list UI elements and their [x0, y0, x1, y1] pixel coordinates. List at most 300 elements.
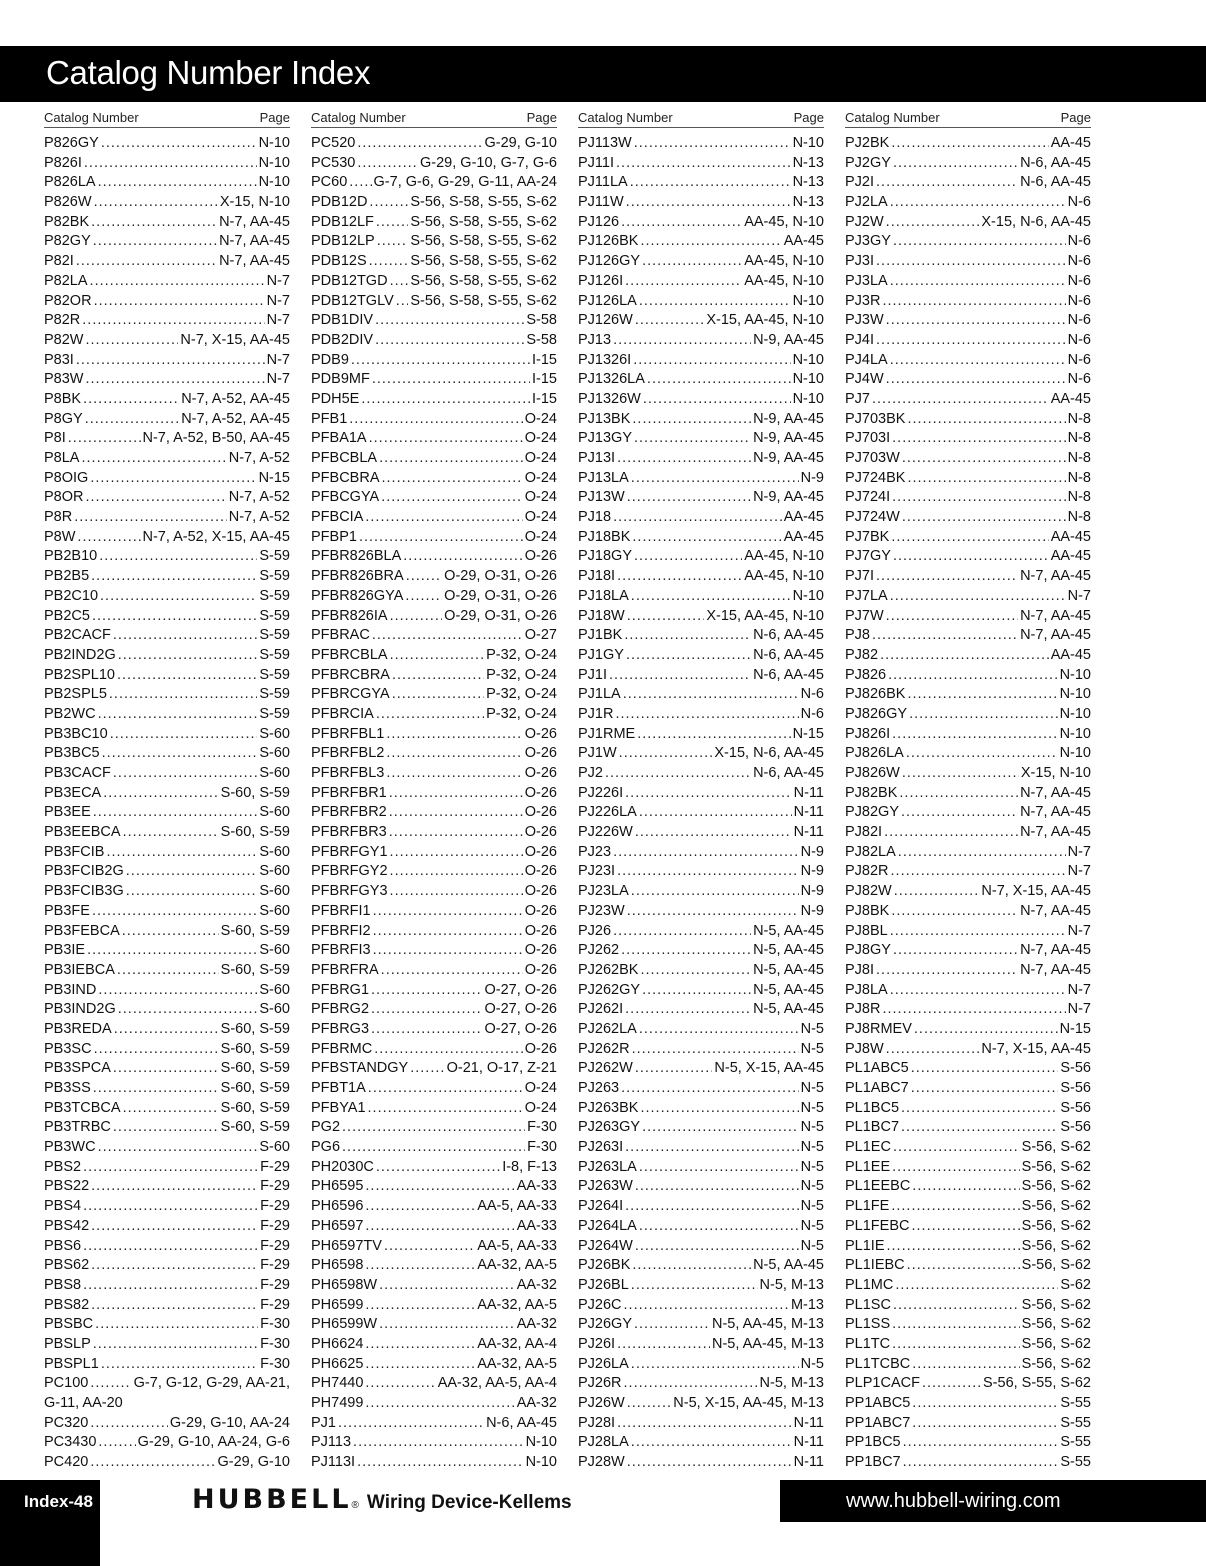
- catalog-number: PFBCBRA: [311, 469, 380, 486]
- catalog-number: PH6599W: [311, 1316, 378, 1333]
- page-reference: N-5: [800, 1040, 824, 1057]
- catalog-number: PB2B10: [44, 548, 98, 565]
- index-entry: [311, 1237, 557, 1257]
- catalog-number: PJ724I: [845, 489, 891, 506]
- index-entry: [311, 961, 557, 981]
- index-entry: [845, 528, 1091, 548]
- page-reference: N-7, A-52, X-15, AA-45: [142, 528, 290, 545]
- catalog-number: PDB12TGLV: [311, 292, 394, 309]
- catalog-number: PFBRCBRA: [311, 666, 390, 683]
- dot-leader: [627, 1453, 792, 1473]
- index-entry: [44, 1296, 290, 1316]
- catalog-number: P8W: [44, 528, 76, 545]
- page-reference: F-29: [260, 1276, 290, 1293]
- index-entry: [845, 154, 1091, 174]
- page-reference: N-5, AA-45: [753, 961, 824, 978]
- dot-leader: [890, 193, 1066, 213]
- dot-leader: [922, 1374, 981, 1394]
- index-entry: [845, 1414, 1091, 1434]
- catalog-number: PG2: [311, 1119, 341, 1136]
- page-reference: X-15, AA-45, N-10: [706, 607, 824, 624]
- index-entry: [311, 429, 557, 449]
- catalog-number: PB2C5: [44, 607, 90, 624]
- index-entry: [44, 469, 290, 489]
- dot-leader: [892, 429, 1065, 449]
- dot-leader: [349, 410, 522, 430]
- dot-leader: [903, 1453, 1059, 1473]
- page-reference: S-60: [259, 883, 290, 900]
- catalog-number: PL1EE: [845, 1158, 891, 1175]
- dot-leader: [627, 1394, 672, 1414]
- page-reference: F-30: [260, 1355, 290, 1372]
- brand-logo: [192, 1484, 572, 1524]
- index-entry: [578, 784, 824, 804]
- page-reference: AA-32, AA-5: [477, 1355, 557, 1372]
- catalog-number: PJ703I: [845, 430, 891, 447]
- catalog-number: P82LA: [44, 272, 88, 289]
- index-entry: [578, 725, 824, 745]
- catalog-number: PJ28LA: [578, 1434, 629, 1451]
- catalog-number: PFBRAC: [311, 627, 370, 644]
- page-reference: N-5: [800, 1158, 824, 1175]
- dot-leader: [893, 232, 1066, 252]
- index-entry: [845, 370, 1091, 390]
- page-reference: S-60, S-59: [220, 824, 290, 841]
- page-reference: G-29, G-10, G-7, G-6: [420, 154, 557, 171]
- dot-leader: [382, 469, 523, 489]
- dot-leader: [83, 1237, 258, 1257]
- page-reference: AA-45, N-10: [744, 253, 824, 270]
- index-entry: [44, 390, 290, 410]
- dot-leader: [627, 607, 705, 627]
- index-entry: [578, 1059, 824, 1079]
- page-reference: N-9, AA-45: [753, 450, 824, 466]
- index-entry: [311, 1453, 557, 1473]
- catalog-number: PFBRFGY2: [311, 863, 388, 880]
- page-reference: S-59: [259, 705, 290, 722]
- page-reference: X-15, N-10: [219, 194, 290, 211]
- catalog-number: PJ3W: [845, 312, 884, 329]
- page-reference: N-5, X-15, AA-45: [714, 1060, 824, 1077]
- index-entry: [578, 882, 824, 902]
- index-entry: [845, 862, 1091, 882]
- page-reference: N-6, AA-45: [753, 666, 824, 683]
- page-reference: N-7: [266, 272, 290, 289]
- page-reference: N-5, AA-45: [753, 942, 824, 959]
- dot-leader: [94, 1040, 219, 1060]
- column-header: [578, 108, 824, 128]
- catalog-number: P826LA: [44, 174, 96, 191]
- index-entry: [44, 1276, 290, 1296]
- catalog-number: PJ3GY: [845, 233, 891, 250]
- index-entry: [845, 292, 1091, 312]
- page-reference: N-8: [1067, 489, 1091, 506]
- dot-leader: [893, 1138, 1020, 1158]
- page-footer: [0, 1480, 1206, 1566]
- dot-leader: [76, 351, 265, 371]
- index-entry: [578, 1256, 824, 1276]
- page-reference: S-55: [1060, 1414, 1091, 1431]
- page-reference: O-26: [524, 1040, 557, 1057]
- index-entry: [311, 941, 557, 961]
- index-entry: [578, 488, 824, 508]
- dot-leader: [342, 1118, 525, 1138]
- dot-leader: [898, 843, 1066, 863]
- dot-leader: [90, 1453, 215, 1473]
- page-reference: N-5: [800, 1217, 824, 1234]
- page-reference: F-30: [527, 1119, 557, 1136]
- catalog-number: PJ11W: [578, 194, 624, 211]
- dot-leader: [98, 1433, 135, 1453]
- catalog-number: PFBR826BLA: [311, 548, 402, 565]
- index-entry: [845, 1374, 1091, 1394]
- index-entry: [845, 547, 1091, 567]
- dot-leader: [390, 607, 443, 627]
- page-reference: N-7: [1067, 981, 1091, 998]
- index-entry: [845, 1079, 1091, 1099]
- catalog-number: P8R: [44, 509, 73, 526]
- index-entry: [44, 370, 290, 390]
- page-reference: S-60, S-59: [220, 1040, 290, 1057]
- dot-leader: [909, 705, 1057, 725]
- catalog-number: P8GY: [44, 410, 83, 427]
- catalog-number: PJ113I: [311, 1454, 356, 1471]
- catalog-number: PH6597TV: [311, 1237, 382, 1254]
- page-reference: S-56, S-58, S-55, S-62: [410, 292, 557, 309]
- dot-leader: [342, 1138, 525, 1158]
- dot-leader: [892, 488, 1065, 508]
- index-entry: [845, 1394, 1091, 1414]
- catalog-number: PJ3I: [845, 253, 875, 270]
- dot-leader: [632, 410, 751, 430]
- index-entry: [311, 272, 557, 292]
- index-entry: [44, 764, 290, 784]
- dot-leader: [914, 1020, 1058, 1040]
- dot-leader: [876, 173, 1018, 193]
- dot-leader: [907, 685, 1057, 705]
- page-reference: N-10: [258, 154, 290, 171]
- page-reference: S-56, S-62: [1021, 1178, 1091, 1195]
- catalog-number: PB3TRBC: [44, 1119, 111, 1136]
- dot-leader: [893, 1296, 1020, 1316]
- index-entry: [578, 1355, 824, 1375]
- index-entry: [44, 1315, 290, 1335]
- index-entry: [311, 252, 557, 272]
- dot-leader: [888, 666, 1057, 686]
- dot-leader: [386, 725, 522, 745]
- dot-leader: [86, 488, 227, 508]
- dot-leader: [91, 1296, 258, 1316]
- catalog-number: PJ18W: [578, 607, 625, 624]
- column-header-catalog-number: Catalog Number: [44, 110, 139, 125]
- index-entry: [44, 272, 290, 292]
- catalog-number: P82I: [44, 253, 74, 270]
- index-entry: [311, 685, 557, 705]
- dot-leader: [886, 213, 980, 233]
- page-reference: N-6, AA-45: [1020, 154, 1091, 171]
- catalog-number: PDH5E: [311, 390, 360, 407]
- catalog-number: PJ26BK: [578, 1257, 631, 1274]
- dot-leader: [90, 1414, 168, 1434]
- page-reference: N-5, AA-45: [753, 1257, 824, 1274]
- index-entry: [845, 1020, 1091, 1040]
- dot-leader: [384, 1237, 475, 1257]
- index-entry: [44, 784, 290, 804]
- dot-leader: [77, 528, 140, 548]
- dot-leader: [91, 213, 217, 233]
- index-entry: [845, 784, 1091, 804]
- dot-leader: [617, 862, 799, 882]
- page-reference: S-60, S-59: [220, 961, 290, 978]
- column-header: [44, 108, 290, 128]
- index-entry: [578, 193, 824, 213]
- column-header-catalog-number: Catalog Number: [845, 110, 940, 125]
- catalog-number: PJ7GY: [845, 548, 891, 565]
- catalog-number: PDB9: [311, 351, 349, 368]
- catalog-number: PJ126I: [578, 272, 624, 289]
- catalog-number: PC320: [44, 1414, 89, 1431]
- dot-leader: [109, 685, 257, 705]
- index-entry: [845, 1335, 1091, 1355]
- dot-leader: [613, 508, 782, 528]
- page-reference: F-30: [527, 1139, 557, 1156]
- dot-leader: [368, 1079, 523, 1099]
- dot-leader: [617, 1335, 710, 1355]
- index-entry: [845, 429, 1091, 449]
- index-list: [845, 134, 1091, 1473]
- catalog-number: PL1EEBC: [845, 1178, 911, 1195]
- page-reference: O-27, O-26: [484, 1020, 557, 1037]
- dot-leader: [613, 922, 751, 942]
- page-reference: O-26: [524, 725, 557, 742]
- page-reference: N-6, AA-45: [1020, 174, 1091, 191]
- index-entry: [578, 154, 824, 174]
- page-reference: N-15: [258, 469, 290, 486]
- catalog-number: PH6598W: [311, 1276, 378, 1293]
- catalog-number: P82W: [44, 331, 84, 348]
- catalog-number: PFBRG1: [311, 981, 370, 998]
- catalog-number: PFBRCIA: [311, 705, 374, 722]
- page-reference: O-24: [524, 410, 557, 427]
- page-reference: AA-45: [1050, 548, 1091, 565]
- page-reference: S-56, S-62: [1021, 1355, 1091, 1372]
- index-entry: [578, 902, 824, 922]
- dot-leader: [353, 1433, 524, 1453]
- dot-leader: [93, 1335, 258, 1355]
- index-entry: [311, 587, 557, 607]
- page-reference: N-10: [792, 371, 824, 388]
- dot-leader: [640, 1099, 798, 1119]
- dot-leader: [410, 1059, 444, 1079]
- page-reference: N-7, AA-45: [1020, 607, 1091, 624]
- page-reference: S-55: [1060, 1395, 1091, 1411]
- page-reference: O-26: [524, 902, 557, 919]
- page-reference: I-15: [532, 351, 557, 368]
- dot-leader: [631, 882, 799, 902]
- dot-leader: [365, 508, 522, 528]
- page-reference: G-29, G-10, AA-24, G-6: [137, 1434, 290, 1451]
- dot-leader: [93, 803, 258, 823]
- page-reference: S-60: [259, 902, 290, 919]
- catalog-number: PJ13GY: [578, 430, 632, 447]
- page-reference: S-60: [259, 725, 290, 742]
- index-entry: [578, 351, 824, 371]
- page-reference: N-7, AA-45: [219, 233, 290, 250]
- index-entry: [311, 1118, 557, 1138]
- catalog-number: PLP1CACF: [845, 1375, 920, 1392]
- catalog-number: PBSBC: [44, 1316, 94, 1333]
- page-reference: S-56, S-62: [1021, 1139, 1091, 1156]
- dot-leader: [357, 154, 418, 174]
- page-reference: N-7, A-52, B-50, AA-45: [142, 430, 290, 447]
- page-reference: N-6: [1067, 351, 1091, 368]
- page-reference: N-9: [800, 469, 824, 486]
- dot-leader: [338, 1414, 484, 1434]
- index-entry: [845, 173, 1091, 193]
- index-entry: [311, 547, 557, 567]
- dot-leader: [623, 685, 799, 705]
- catalog-number: PFBP1: [311, 528, 357, 545]
- dot-leader: [101, 1355, 258, 1375]
- column-header-page: Page: [259, 110, 290, 125]
- index-entry: [578, 941, 824, 961]
- index-entry: [311, 410, 557, 430]
- dot-leader: [379, 449, 523, 469]
- catalog-number: PJ1326LA: [578, 371, 645, 388]
- catalog-number: PJ23: [578, 843, 612, 860]
- dot-leader: [118, 1000, 258, 1020]
- catalog-number: PL1IEBC: [845, 1257, 905, 1274]
- page-reference: O-24: [524, 450, 557, 466]
- dot-leader: [631, 1355, 799, 1375]
- index-entry: [578, 1099, 824, 1119]
- page-reference: N-5, M-13: [759, 1276, 824, 1293]
- page-reference: N-6: [1067, 292, 1091, 309]
- catalog-number: PJ8RMEV: [845, 1020, 912, 1037]
- catalog-number: PJ7I: [845, 568, 875, 585]
- catalog-number: PB3SS: [44, 1080, 91, 1096]
- index-entry: [578, 1079, 824, 1099]
- page-reference: AA-45: [1050, 528, 1091, 545]
- dot-leader: [912, 1355, 1019, 1375]
- index-list: [311, 134, 557, 1473]
- page-reference: N-7, AA-45: [1020, 961, 1091, 978]
- page-reference: N-10: [258, 135, 290, 151]
- dot-leader: [90, 469, 256, 489]
- catalog-number: P8I: [44, 430, 66, 447]
- catalog-number: PJ826GY: [845, 705, 908, 722]
- dot-leader: [631, 1433, 792, 1453]
- dot-leader: [627, 488, 751, 508]
- index-entry: [44, 213, 290, 233]
- catalog-number: PJ262BK: [578, 961, 639, 978]
- page-reference: N-10: [1059, 705, 1091, 722]
- page-reference: N-10: [792, 292, 824, 309]
- catalog-number: PFBRFI2: [311, 922, 371, 939]
- page-reference: N-9, AA-45: [753, 410, 824, 427]
- page-title: Catalog Number Index: [46, 54, 371, 91]
- catalog-number: PJ28W: [578, 1454, 625, 1471]
- catalog-number: PB2SPL10: [44, 666, 115, 683]
- catalog-number: PJ264LA: [578, 1217, 637, 1234]
- catalog-number: PC100: [44, 1375, 89, 1392]
- index-entry: [44, 1079, 290, 1099]
- index-entry: [845, 922, 1091, 942]
- index-entry: [311, 784, 557, 804]
- dot-leader: [365, 1374, 435, 1394]
- dot-leader: [371, 1000, 482, 1020]
- index-entry: [578, 469, 824, 489]
- index-entry: [44, 882, 290, 902]
- page-reference: N-6: [1067, 233, 1091, 250]
- dot-leader: [126, 882, 258, 902]
- page-reference: N-7, AA-45: [1020, 568, 1091, 585]
- index-entry: [311, 331, 557, 351]
- index-entry: [578, 449, 824, 469]
- dot-leader: [616, 154, 791, 174]
- page-reference: N-7, AA-45: [1020, 824, 1091, 841]
- page-reference: N-11: [793, 1414, 824, 1431]
- dot-leader: [912, 1177, 1019, 1197]
- index-entry: [44, 725, 290, 745]
- dot-leader: [351, 351, 530, 371]
- index-entry: [845, 134, 1091, 154]
- dot-leader: [624, 626, 751, 646]
- page-reference: N-11: [793, 804, 824, 821]
- catalog-number: PFBR826IA: [311, 607, 388, 624]
- index-entry: [311, 1197, 557, 1217]
- page-reference: O-27: [524, 627, 557, 644]
- page-reference: N-7: [266, 351, 290, 368]
- index-entry: [311, 1315, 557, 1335]
- page-reference: N-10: [792, 135, 824, 151]
- catalog-number: PJ262GY: [578, 981, 641, 998]
- index-entry: [311, 902, 557, 922]
- index-entry: [311, 469, 557, 489]
- page-reference: N-5: [800, 1355, 824, 1372]
- index-entry: [845, 488, 1091, 508]
- page-reference: AA-32, AA-5: [477, 1257, 557, 1274]
- catalog-number: PJ26BL: [578, 1276, 629, 1293]
- catalog-number: PJ1RME: [578, 725, 636, 742]
- page-reference: N-5, AA-45: [753, 981, 824, 998]
- column-header-page: Page: [526, 110, 557, 125]
- catalog-number: PH6596: [311, 1198, 364, 1215]
- website-link[interactable]: www.hubbell-wiring.com: [846, 1490, 1061, 1512]
- page-reference: N-10: [525, 1454, 557, 1471]
- column-header-page: Page: [1060, 110, 1091, 125]
- catalog-number: P82GY: [44, 233, 91, 250]
- index-entry: [311, 351, 557, 371]
- dot-leader: [91, 567, 257, 587]
- index-entry: [311, 1433, 557, 1453]
- dot-leader: [381, 961, 523, 981]
- index-entry: [311, 1138, 557, 1158]
- page-reference: N-5, AA-45: [753, 1001, 824, 1018]
- catalog-number: PJ4LA: [845, 351, 888, 368]
- index-column-4: [845, 108, 1091, 1474]
- catalog-number: PJ1R: [578, 705, 614, 722]
- catalog-number: PJ26W: [578, 1395, 625, 1411]
- catalog-number: PJ82BK: [845, 784, 898, 801]
- catalog-number: PDB12TGD: [311, 272, 388, 289]
- index-entry: [311, 311, 557, 331]
- catalog-number: PJ4I: [845, 331, 875, 348]
- index-entry: [311, 193, 557, 213]
- catalog-number: PB3SC: [44, 1040, 92, 1057]
- dot-leader: [892, 1315, 1020, 1335]
- index-entry: [578, 252, 824, 272]
